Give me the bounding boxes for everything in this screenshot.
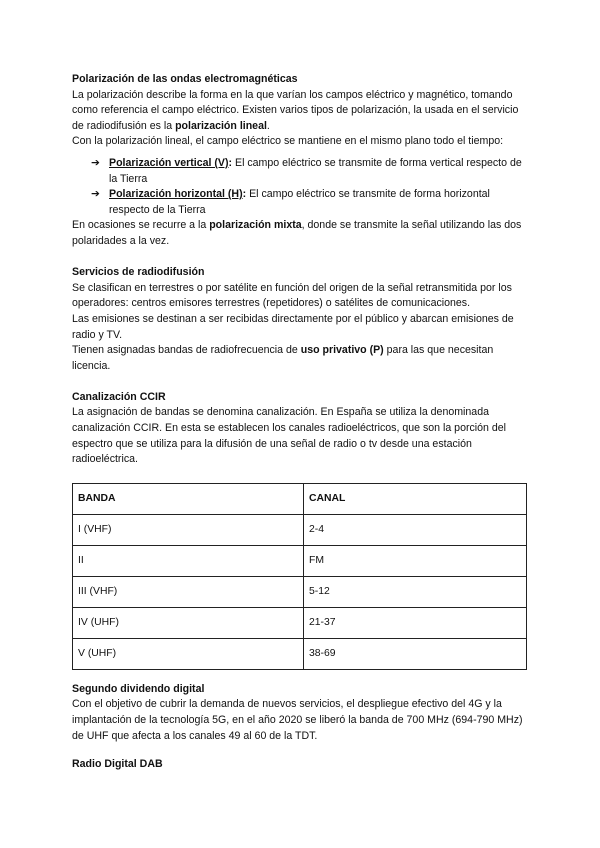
list-item	[91, 156, 532, 187]
table-cell-banda: II	[73, 545, 304, 576]
table-row	[73, 638, 527, 669]
table-cell-banda: IV (UHF)	[73, 607, 304, 638]
paragraph	[72, 343, 532, 374]
table-cell-canal: 5-12	[304, 576, 527, 607]
text: .	[266, 119, 270, 132]
paragraph: La asignación de bandas se denomina canalización. En España se utiliza la denominada canalización CCIR. En esta se establecen los canales radioeléctricos, que son la porción del espectro que se utiliza para la difusión de una señal de radio o tv desde una estación radioeléctrica.	[72, 406, 506, 466]
paragraph: Se clasifican en terrestres o por satélite en función del origen de la señal retransmitida por los operadores: centros emisores terrestres (repetidores) o satélites de comunicaciones.	[72, 281, 512, 310]
text: La polarización describe la forma en la que varían los campos eléctrico y magnético, tomando como referencia el campo eléctrico. Existen varios tipos de polarización, la usada en el servicio de radiodifusión es la	[72, 88, 519, 132]
section-title: Servicios de radiodifusión	[72, 266, 205, 279]
bullet-list	[72, 156, 532, 218]
section-title-radio-dab: Radio Digital DAB	[72, 758, 163, 770]
table-cell-canal: FM	[304, 545, 527, 576]
table-cell-canal: 38-69	[304, 638, 527, 669]
paragraph	[72, 218, 532, 249]
paragraph: Con el objetivo de cubrir la demanda de nuevos servicios, el despliegue efectivo del 4G y la implantación de la tecnología 5G, en el año 2020 se liberó la banda de 700 MHz (694-790 MHz) de UHF que afecta a los canales 49 al 60 de la TDT.	[72, 698, 523, 742]
section-servicios	[72, 265, 532, 374]
bullet-term: Polarización horizontal (H)	[109, 188, 243, 201]
bullet-text: El campo eléctrico se transmite de forma vertical respecto de la Tierra	[109, 156, 522, 185]
table-header-row	[73, 483, 527, 514]
bullet-separator: :	[228, 156, 233, 169]
arrow-right-icon: ➔	[91, 156, 100, 169]
paragraph: Las emisiones se destinan a ser recibidas directamente por el público y abarcan emisiones de radio y TV.	[72, 312, 514, 341]
table-row	[73, 514, 527, 545]
section-canalizacion	[72, 390, 532, 670]
section-title: Segundo dividendo digital	[72, 682, 205, 695]
table-cell-banda: V (UHF)	[73, 638, 304, 669]
text: En ocasiones se recurre a la	[72, 219, 210, 232]
section-title: Canalización CCIR	[72, 390, 166, 403]
list-item	[91, 187, 532, 218]
column-header-canal: CANAL	[304, 483, 527, 514]
section-title: Polarización de las ondas electromagnéticas	[72, 73, 298, 85]
table-row	[73, 607, 527, 638]
section-dividendo	[72, 682, 532, 744]
paragraph	[72, 88, 532, 135]
bold-term: polarización lineal	[175, 119, 267, 132]
bold-term: polarización mixta	[209, 219, 302, 232]
table-row	[73, 545, 527, 576]
bullet-separator: :	[242, 188, 247, 201]
table-row	[73, 576, 527, 607]
text: , donde se transmite la señal utilizando las dos polaridades a la vez.	[72, 219, 522, 247]
bullet-term: Polarización vertical (V)	[109, 156, 229, 169]
text: para las que necesitan licencia.	[72, 344, 494, 372]
text: Tienen asignadas bandas de radiofrecuencia de	[72, 344, 301, 357]
document-content	[72, 72, 532, 744]
section-polarizacion	[72, 72, 532, 250]
column-header-banda: BANDA	[73, 483, 304, 514]
table-cell-canal: 2-4	[304, 514, 527, 545]
table-cell-canal: 21-37	[304, 607, 527, 638]
paragraph: Con la polarización lineal, el campo eléctrico se mantiene en el mismo plano todo el tiempo:	[72, 135, 504, 148]
ccir-table	[72, 483, 527, 670]
table-cell-banda: III (VHF)	[73, 576, 304, 607]
bullet-text: El campo eléctrico se transmite de forma horizontal respecto de la Tierra	[109, 188, 490, 216]
arrow-right-icon: ➔	[91, 188, 100, 201]
bold-term: uso privativo (P)	[300, 344, 384, 357]
table-cell-banda: I (VHF)	[73, 514, 304, 545]
